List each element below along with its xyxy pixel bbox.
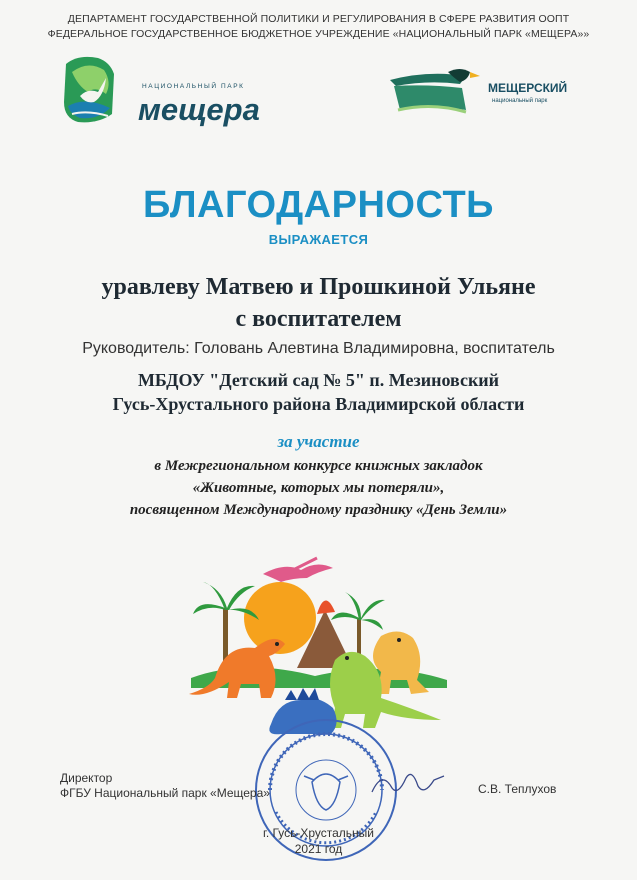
bird-emblem-icon — [390, 69, 480, 112]
contest-line-2: «Животные, которых мы потеряли», — [192, 480, 445, 496]
certificate-title: БЛАГОДАРНОСТЬ — [143, 184, 494, 226]
contest-line-1: в Межрегиональном конкурсе книжных закладок — [154, 458, 483, 474]
footer-year: 2021 год — [294, 842, 343, 856]
logo-right-label: национальный парк — [492, 98, 548, 104]
logo-right-name: МЕЩЕРСКИЙ — [488, 81, 568, 95]
organization-line-1: МБДОУ "Детский сад № 5" п. Мезиновский — [137, 370, 500, 390]
recipients-line-2: с воспитателем — [235, 306, 402, 332]
recipients-line-1: уравлеву Матвею и Прошкиной Ульяне — [101, 274, 536, 300]
orange-dinosaur-icon — [189, 639, 285, 698]
logo-park-name: мещера — [138, 92, 260, 127]
header-institution: ФЕДЕРАЛЬНОЕ ГОСУДАРСТВЕННОЕ БЮДЖЕТНОЕ УЧРЕЖДЕНИЕ «НАЦИОНАЛЬНЫЙ ПАРК «МЕЩЕРА»» — [47, 28, 590, 40]
handwritten-signature — [368, 766, 448, 800]
signatory-name: С.В. Теплухов — [478, 782, 557, 796]
certificate-subtitle: ВЫРАЖАЕТСЯ — [268, 232, 369, 247]
contest-line-3: посвященном Международному празднику «День Земли» — [129, 502, 508, 518]
pterosaur-icon — [263, 558, 333, 582]
logo-park-label: НАЦИОНАЛЬНЫЙ ПАРК — [142, 83, 245, 90]
signatory-role-line-2: ФГБУ Национальный парк «Мещера» — [60, 786, 270, 800]
organization-line-2: Гусь-Хрустального района Владимирской области — [112, 394, 525, 414]
signatory-role-line-1: Директор — [60, 771, 113, 785]
leader-line: Руководитель: Головань Алевтина Владимировна, воспитатель — [82, 340, 555, 357]
footer-city: г. Гусь-Хрустальный — [262, 826, 375, 840]
header-department: ДЕПАРТАМЕНТ ГОСУДАРСТВЕННОЙ ПОЛИТИКИ И РЕГУЛИРОВАНИЯ В СФЕРЕ РАЗВИТИЯ ООПТ — [67, 13, 570, 25]
participation-label: за участие — [277, 432, 360, 451]
meshchersky-park-logo — [388, 66, 588, 122]
meshchera-park-logo — [58, 52, 288, 132]
heron-emblem-icon — [64, 57, 114, 122]
